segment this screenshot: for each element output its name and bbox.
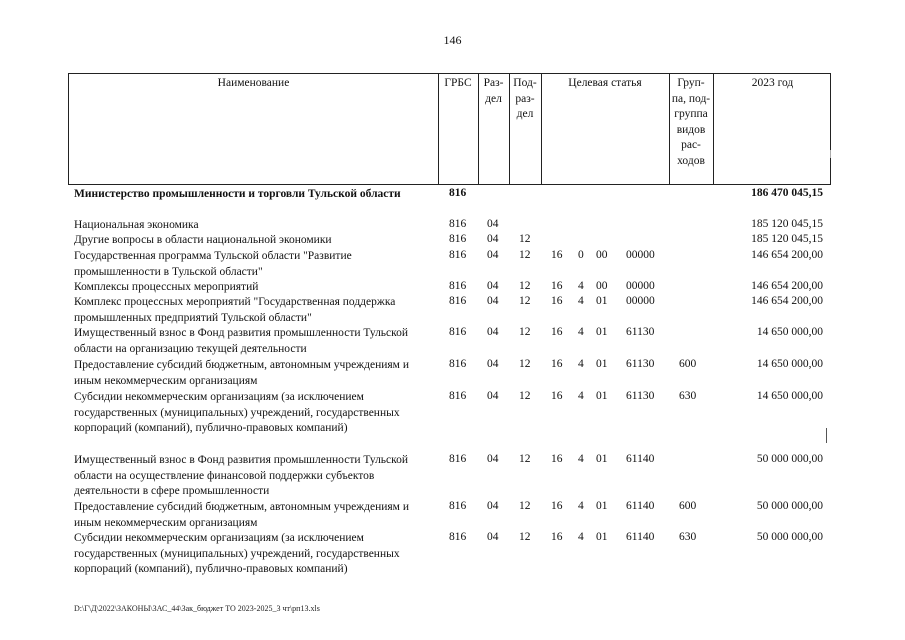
row-name: Государственная программа Тульской области "Развитие промышленности в Тульской области" xyxy=(74,250,352,278)
row-code-cell: 04 xyxy=(487,453,499,465)
row-amount: 50 000 000,00 xyxy=(756,500,823,512)
row-code-cell: 630 xyxy=(679,390,697,402)
row-code-cell: 04 xyxy=(487,280,499,292)
row-code-cell: 04 xyxy=(487,326,499,338)
header-expense-group: Груп- па, под- группа видов рас- ходов xyxy=(671,77,711,167)
row-code-cell: 12 xyxy=(519,249,531,261)
table-header xyxy=(68,73,831,185)
row-code-cell: 816 xyxy=(449,500,467,512)
row-code-cell: 816 xyxy=(449,390,467,402)
row-code-cell: 4 xyxy=(578,280,584,292)
row-code-cell: 816 xyxy=(449,295,467,307)
row-code-cell: 630 xyxy=(679,531,697,543)
row-code-cell: 12 xyxy=(519,453,531,465)
row-name: Имущественный взнос в Фонд развития промышленности Тульской области на осуществление финансовой поддержки субъектов деятельности в сфере промышленности xyxy=(74,454,409,497)
row-name: Комплексы процессных мероприятий xyxy=(74,281,259,293)
row-code-cell: 4 xyxy=(578,390,584,402)
row-name: Министерство промышленности и торговли Тульской области xyxy=(74,188,401,200)
header-podrazdel: Под- раз- дел xyxy=(513,77,537,120)
row-code-cell: 61130 xyxy=(626,390,655,402)
row-code-cell: 0 xyxy=(578,249,584,261)
row-amount: 186 470 045,15 xyxy=(751,187,823,199)
file-path-footer: D:\Г\Д\2022\ЗАКОНЫ\ЗАС_44\Зак_бюджет ТО 2023-2025_3 чт\рп13.xls xyxy=(74,604,320,613)
row-code-cell: 4 xyxy=(578,531,584,543)
row-code-cell: 816 xyxy=(449,218,467,230)
row-code-cell: 04 xyxy=(487,218,499,230)
row-amount: 50 000 000,00 xyxy=(756,531,823,543)
row-code-cell: 04 xyxy=(487,390,499,402)
row-code-cell: 12 xyxy=(519,500,531,512)
row-code-cell: 12 xyxy=(519,358,531,370)
row-code-cell: 4 xyxy=(578,358,584,370)
row-amount: 146 654 200,00 xyxy=(751,249,823,261)
row-code-cell: 12 xyxy=(519,531,531,543)
row-name: Предоставление субсидий бюджетным, автономным учреждениям и иным некоммерческим организациям xyxy=(74,501,409,529)
row-code-cell: 16 xyxy=(551,249,563,261)
row-code-cell: 816 xyxy=(449,233,467,245)
header-razdel: Раз- дел xyxy=(483,77,504,105)
row-code-cell: 04 xyxy=(487,500,499,512)
page-number: 146 xyxy=(443,33,462,47)
row-code-cell: 816 xyxy=(449,249,467,261)
row-code-cell: 16 xyxy=(551,453,563,465)
row-amount: 14 650 000,00 xyxy=(756,390,823,402)
row-code-cell: 01 xyxy=(596,531,608,543)
row-code-cell: 600 xyxy=(679,500,697,512)
row-code-cell: 4 xyxy=(578,326,584,338)
row-code-cell: 816 xyxy=(449,531,467,543)
row-code-cell: 816 xyxy=(449,453,467,465)
row-code-cell: 16 xyxy=(551,500,563,512)
row-code-cell: 4 xyxy=(578,295,584,307)
row-amount: 14 650 000,00 xyxy=(756,358,823,370)
row-code-cell: 4 xyxy=(578,500,584,512)
row-name: Имущественный взнос в Фонд развития промышленности Тульской области на организацию текущей деятельности xyxy=(74,327,409,355)
row-code-cell: 01 xyxy=(596,326,608,338)
row-code-cell: 04 xyxy=(487,249,499,261)
row-code-cell: 04 xyxy=(487,233,499,245)
row-code-cell: 04 xyxy=(487,295,499,307)
row-code-cell: 816 xyxy=(449,280,467,292)
row-name: Национальная экономика xyxy=(74,219,199,231)
row-code-cell: 01 xyxy=(596,453,608,465)
row-code-cell: 16 xyxy=(551,326,563,338)
row-name: Комплекс процессных мероприятий "Государственная поддержка промышленных предприятий Тульской области" xyxy=(74,296,396,324)
row-code-cell: 12 xyxy=(519,390,531,402)
row-grbs: 816 xyxy=(449,187,467,199)
row-name: Предоставление субсидий бюджетным, автономным учреждениям и иным некоммерческим организациям xyxy=(74,359,409,387)
row-amount: 146 654 200,00 xyxy=(751,280,823,292)
header-grbs: ГРБС xyxy=(444,77,472,89)
row-code-cell: 01 xyxy=(596,390,608,402)
row-code-cell: 04 xyxy=(487,531,499,543)
row-code-cell: 01 xyxy=(596,500,608,512)
row-code-cell: 00 xyxy=(596,249,608,261)
row-amount: 185 120 045,15 xyxy=(751,233,823,245)
header-year: 2023 год xyxy=(751,77,794,89)
header-name: Наименование xyxy=(217,77,290,89)
row-code-cell: 12 xyxy=(519,233,531,245)
row-code-cell: 12 xyxy=(519,295,531,307)
row-code-cell: 600 xyxy=(679,358,697,370)
row-code-cell: 61140 xyxy=(626,531,655,543)
row-code-cell: 816 xyxy=(449,326,467,338)
row-code-cell: 61130 xyxy=(626,326,655,338)
row-code-cell: 16 xyxy=(551,358,563,370)
scan-mark xyxy=(830,150,831,158)
row-amount: 146 654 200,00 xyxy=(751,295,823,307)
row-amount: 50 000 000,00 xyxy=(756,453,823,465)
row-code-cell: 01 xyxy=(596,358,608,370)
row-amount: 185 120 045,15 xyxy=(751,218,823,230)
row-code-cell: 04 xyxy=(487,358,499,370)
row-name: Другие вопросы в области национальной экономики xyxy=(74,234,332,246)
header-target-article: Целевая статья xyxy=(568,77,642,89)
row-code-cell: 16 xyxy=(551,531,563,543)
row-code-cell: 00000 xyxy=(626,280,655,292)
row-code-cell: 00000 xyxy=(626,295,655,307)
scan-mark xyxy=(826,428,827,443)
row-code-cell: 01 xyxy=(596,295,608,307)
row-amount: 14 650 000,00 xyxy=(756,326,823,338)
row-code-cell: 00 xyxy=(596,280,608,292)
row-name: Субсидии некоммерческим организациям (за исключением государственных (муниципальных) учреждений, государственных корпораций (компаний), публично-правовых компаний) xyxy=(74,391,400,434)
row-code-cell: 4 xyxy=(578,453,584,465)
row-code-cell: 00000 xyxy=(626,249,655,261)
row-code-cell: 12 xyxy=(519,280,531,292)
row-code-cell: 61140 xyxy=(626,453,655,465)
row-code-cell: 61140 xyxy=(626,500,655,512)
row-code-cell: 16 xyxy=(551,295,563,307)
row-name: Субсидии некоммерческим организациям (за исключением государственных (муниципальных) учреждений, государственных корпораций (компаний), публично-правовых компаний) xyxy=(74,532,400,575)
row-code-cell: 12 xyxy=(519,326,531,338)
row-code-cell: 816 xyxy=(449,358,467,370)
row-code-cell: 16 xyxy=(551,390,563,402)
row-code-cell: 16 xyxy=(551,280,563,292)
row-code-cell: 61130 xyxy=(626,358,655,370)
